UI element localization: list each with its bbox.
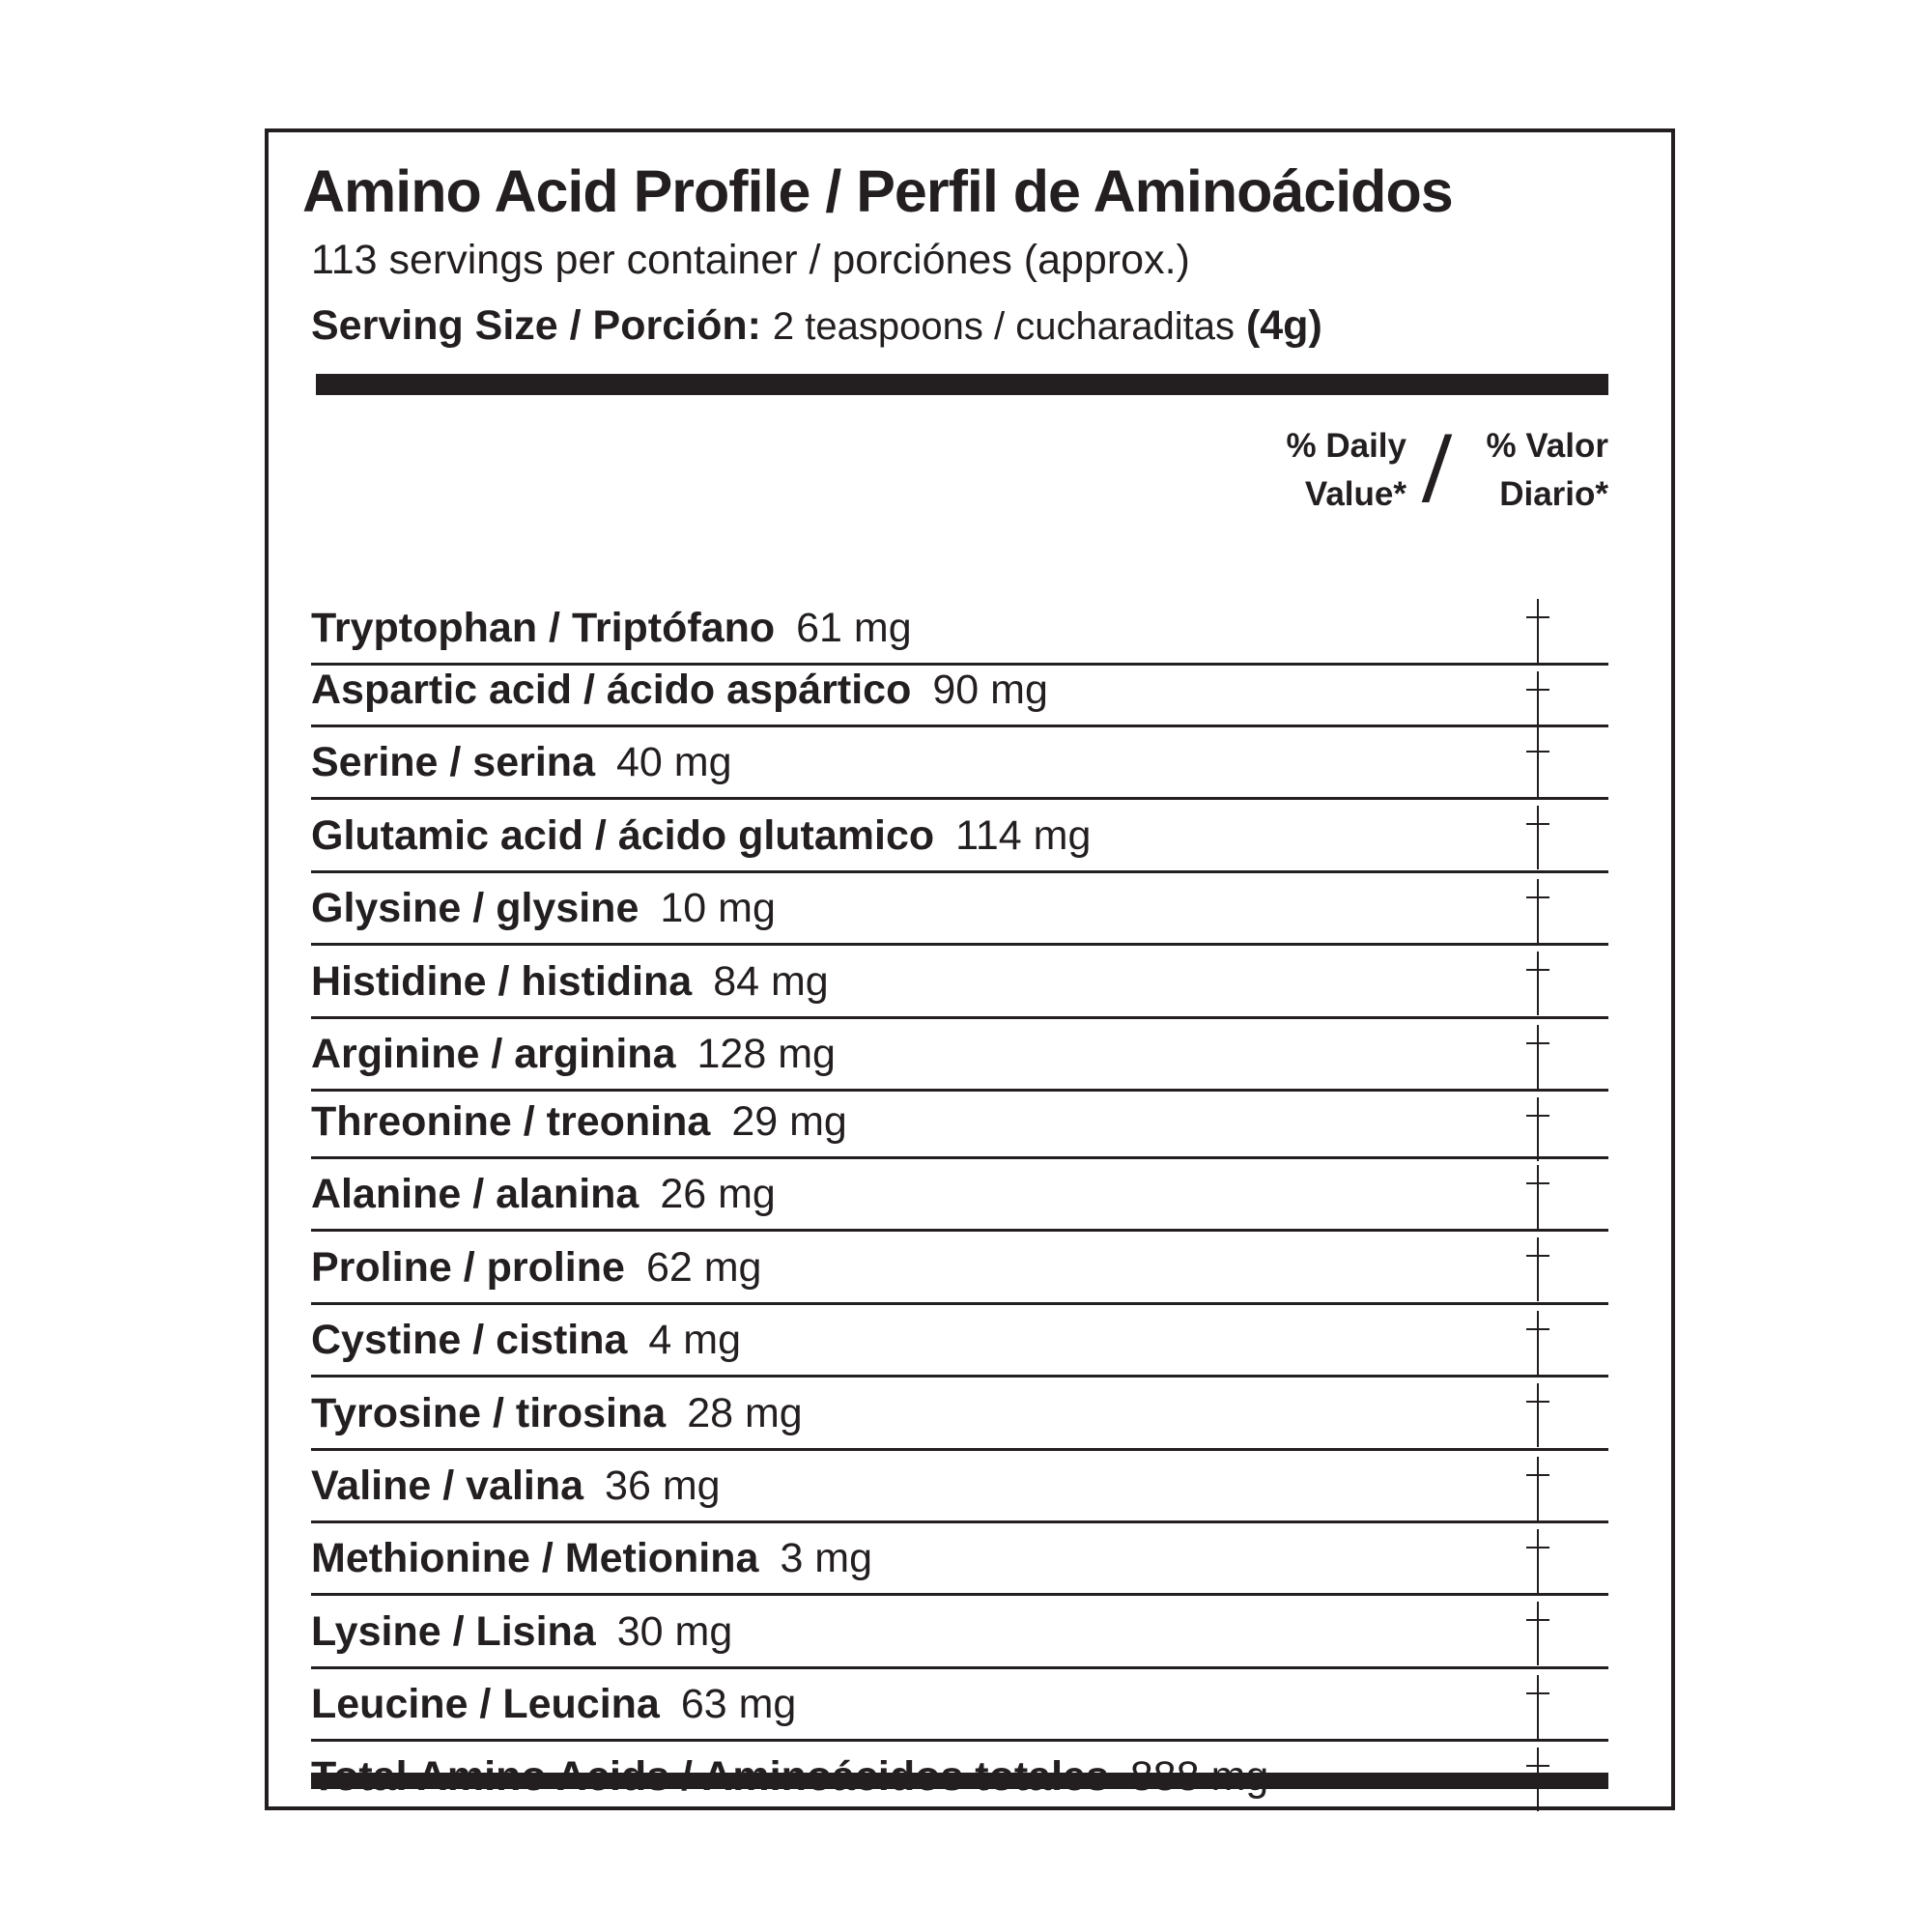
- daily-value-header-en-line1: % Daily: [1286, 427, 1406, 465]
- nutrient-label: [311, 812, 1091, 860]
- label-title: Amino Acid Profile / Perfil de Aminoácidos: [302, 158, 1453, 224]
- nutrient-row: [311, 1159, 1608, 1232]
- nutrient-name: Methionine / Metionina: [311, 1535, 759, 1581]
- nutrient-amount: 84 mg: [713, 958, 829, 1005]
- nutrient-label: [311, 1098, 847, 1146]
- nutrient-label: [311, 1171, 776, 1218]
- top-thick-divider: [316, 374, 1608, 395]
- nutrient-amount: 4 mg: [648, 1317, 742, 1363]
- dagger-icon: [1519, 1529, 1557, 1593]
- nutrient-amount: 90 mg: [932, 667, 1048, 713]
- nutrient-label: [311, 1317, 741, 1364]
- nutrient-label: [311, 1608, 732, 1656]
- nutrient-label: [311, 667, 1048, 714]
- nutrient-amount: 36 mg: [605, 1463, 721, 1509]
- nutrient-amount: 28 mg: [687, 1390, 803, 1436]
- nutrient-label: [311, 1463, 721, 1510]
- nutrient-name: Glysine / glysine: [311, 885, 639, 931]
- nutrient-label: [311, 1031, 836, 1078]
- dagger-icon: [1519, 1097, 1557, 1161]
- daily-value-header-slash: /: [1420, 418, 1454, 522]
- dagger-icon: [1519, 1457, 1557, 1520]
- nutrient-row: [311, 1596, 1608, 1669]
- nutrient-row: [311, 1378, 1608, 1451]
- nutrient-name: Histidine / histidina: [311, 958, 693, 1005]
- nutrient-name: Alanine / alanina: [311, 1171, 639, 1217]
- dagger-icon: [1519, 1675, 1557, 1739]
- nutrient-label: [311, 739, 732, 786]
- dagger-icon: [1519, 599, 1557, 663]
- nutrient-name: Valine / valina: [311, 1463, 584, 1509]
- dagger-icon: [1519, 733, 1557, 797]
- nutrient-label: [311, 958, 829, 1006]
- nutrient-amount: 30 mg: [616, 1608, 733, 1655]
- daily-value-header-es-line1: % Valor: [1486, 427, 1608, 465]
- nutrient-row: [311, 800, 1608, 873]
- dagger-icon: [1519, 1165, 1557, 1229]
- nutrient-row: [311, 1305, 1608, 1378]
- daily-value-header-en: [1235, 422, 1406, 519]
- nutrient-row: [311, 1092, 1608, 1159]
- daily-value-header-en-line2: Value*: [1304, 475, 1406, 513]
- nutrient-amount: 61 mg: [796, 605, 912, 651]
- nutrient-label: [311, 1535, 872, 1582]
- nutrient-amount: 63 mg: [680, 1681, 797, 1727]
- nutrient-name: Cystine / cistina: [311, 1317, 628, 1363]
- serving-size-grams: (4g): [1245, 302, 1322, 349]
- dagger-icon: [1519, 1383, 1557, 1447]
- nutrient-label: [311, 1681, 796, 1728]
- amino-acid-label: [265, 128, 1675, 1810]
- serving-size-label: Serving Size / Porción:: [311, 302, 761, 349]
- nutrient-row: [311, 593, 1608, 666]
- servings-per-container: 113 servings per container / porciónes (approx.): [311, 237, 1190, 283]
- nutrient-amount: 26 mg: [660, 1171, 776, 1217]
- serving-size-value: 2 teaspoons / cucharaditas: [772, 305, 1235, 348]
- nutrient-name: Proline / proline: [311, 1244, 625, 1291]
- serving-size: [311, 302, 1322, 350]
- daily-value-header-es-line2: Diario*: [1499, 475, 1608, 513]
- bottom-thick-divider: [311, 1773, 1608, 1789]
- dagger-icon: [1519, 1311, 1557, 1375]
- nutrient-label: [311, 1244, 761, 1292]
- nutrient-row: [311, 666, 1608, 727]
- nutrient-amount: 40 mg: [616, 739, 732, 785]
- nutrient-name: Serine / serina: [311, 739, 595, 785]
- nutrient-name: Tryptophan / Triptófano: [311, 605, 776, 651]
- nutrient-amount: 29 mg: [731, 1098, 847, 1145]
- nutrient-row: [311, 1523, 1608, 1596]
- dagger-icon: [1519, 806, 1557, 869]
- nutrient-name: Leucine / Leucina: [311, 1681, 660, 1727]
- nutrient-row: [311, 1019, 1608, 1092]
- nutrient-label: [311, 605, 912, 652]
- nutrient-amount: 3 mg: [780, 1535, 873, 1581]
- nutrient-amount: 128 mg: [696, 1031, 836, 1077]
- nutrient-name: Threonine / treonina: [311, 1098, 711, 1145]
- dagger-icon: [1519, 1025, 1557, 1089]
- nutrient-amount: 62 mg: [645, 1244, 762, 1291]
- nutrient-row: [311, 1669, 1608, 1742]
- nutrient-row: [311, 727, 1608, 800]
- dagger-icon: [1519, 952, 1557, 1015]
- nutrient-name: Tyrosine / tirosina: [311, 1390, 667, 1436]
- nutrient-row: [311, 946, 1608, 1019]
- dagger-icon: [1519, 879, 1557, 943]
- nutrient-amount: 10 mg: [660, 885, 776, 931]
- nutrient-name: Arginine / arginina: [311, 1031, 676, 1077]
- nutrient-name: Aspartic acid / ácido aspártico: [311, 667, 912, 713]
- dagger-icon: [1519, 1237, 1557, 1301]
- dagger-icon: [1519, 1602, 1557, 1665]
- nutrient-name: Lysine / Lisina: [311, 1608, 596, 1655]
- nutrient-row: [311, 1451, 1608, 1523]
- nutrient-row: [311, 1232, 1608, 1305]
- daily-value-header-es: [1455, 422, 1608, 519]
- nutrient-label: [311, 1390, 803, 1437]
- nutrient-row: [311, 873, 1608, 946]
- nutrient-label: [311, 885, 776, 932]
- nutrient-name: Glutamic acid / ácido glutamico: [311, 812, 935, 859]
- nutrient-amount: 114 mg: [955, 812, 1092, 859]
